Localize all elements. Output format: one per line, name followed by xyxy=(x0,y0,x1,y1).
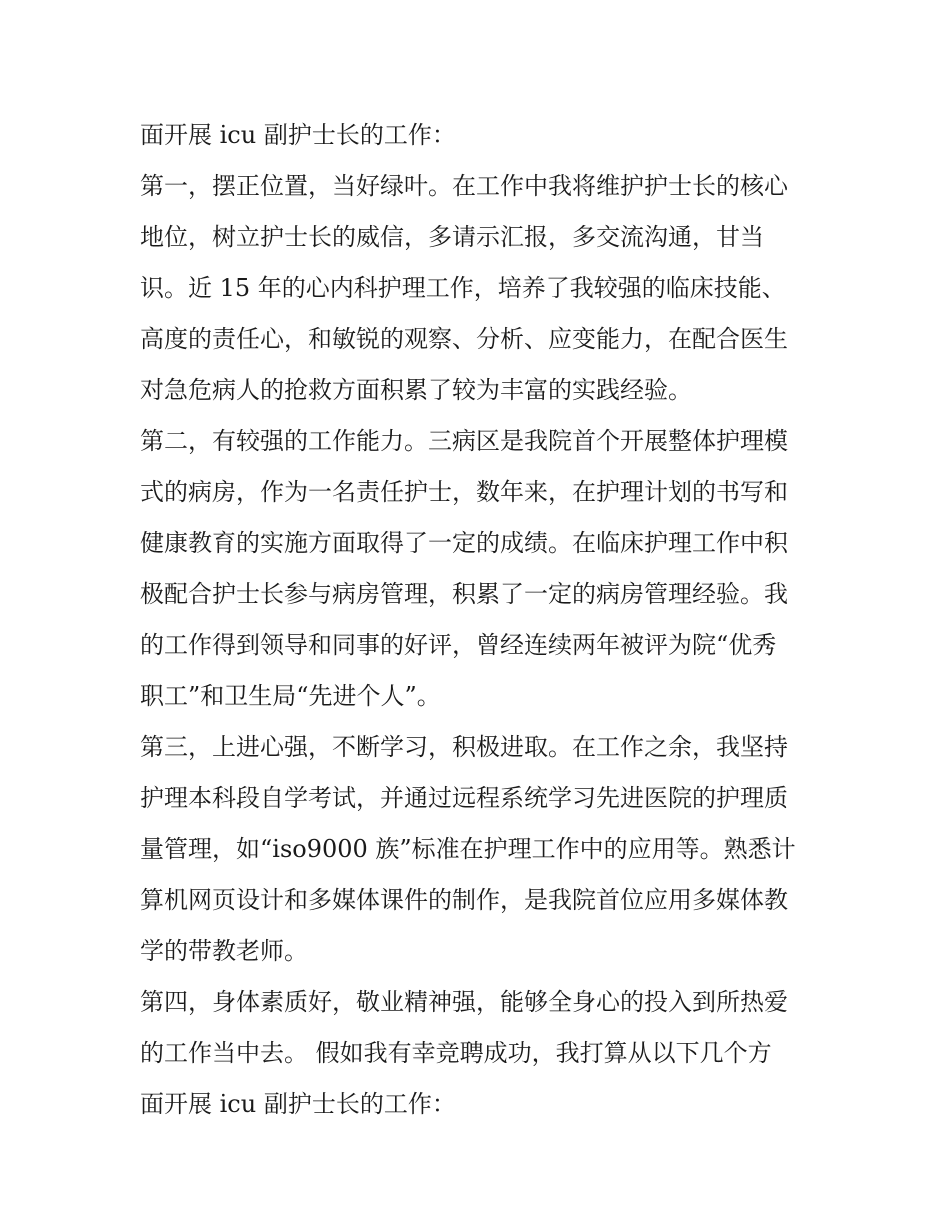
text-line: 的工作当中去。 假如我有幸竞聘成功，我打算从以下几个方 xyxy=(140,1039,772,1067)
text-line: 算机网页设计和多媒体课件的制作，是我院首位应用多媒体教 xyxy=(140,886,788,914)
text-line: 第二，有较强的工作能力。三病区是我院首个开展整体护理模 xyxy=(140,427,788,455)
text-line: 学的带教老师。 xyxy=(140,937,308,965)
text-line: 面开展 icu 副护士长的工作： xyxy=(140,121,456,149)
text-line: 式的病房，作为一名责任护士，数年来，在护理计划的书写和 xyxy=(140,478,788,506)
text-line: 识。近 15 年的心内科护理工作，培养了我较强的临床技能、 xyxy=(140,274,786,302)
text-line: 护理本科段自学考试，并通过远程系统学习先进医院的护理质 xyxy=(140,784,788,812)
text-line: 健康教育的实施方面取得了一定的成绩。在临床护理工作中积 xyxy=(140,529,788,557)
text-line: 职工”和卫生局“先进个人”。 xyxy=(140,682,441,710)
text-line: 高度的责任心，和敏锐的观察、分析、应变能力，在配合医生 xyxy=(140,325,788,353)
text-line: 极配合护士长参与病房管理，积累了一定的病房管理经验。我 xyxy=(140,580,788,608)
text-line: 第一，摆正位置，当好绿叶。在工作中我将维护护士长的核心 xyxy=(140,172,788,200)
text-line: 第三，上进心强，不断学习，积极进取。在工作之余，我坚持 xyxy=(140,733,788,761)
text-line: 面开展 icu 副护士长的工作： xyxy=(140,1090,456,1118)
text-line: 对急危病人的抢救方面积累了较为丰富的实践经验。 xyxy=(140,376,692,404)
text-line: 第四，身体素质好，敬业精神强，能够全身心的投入到所热爱 xyxy=(140,988,788,1016)
document-body xyxy=(140,110,820,1130)
text-line: 的工作得到领导和同事的好评，曾经连续两年被评为院“优秀 xyxy=(140,631,777,659)
text-line: 地位，树立护士长的威信，多请示汇报，多交流沟通，甘当 xyxy=(140,223,764,251)
text-line: 量管理，如“iso9000 族”标准在护理工作中的应用等。熟悉计 xyxy=(140,835,796,863)
